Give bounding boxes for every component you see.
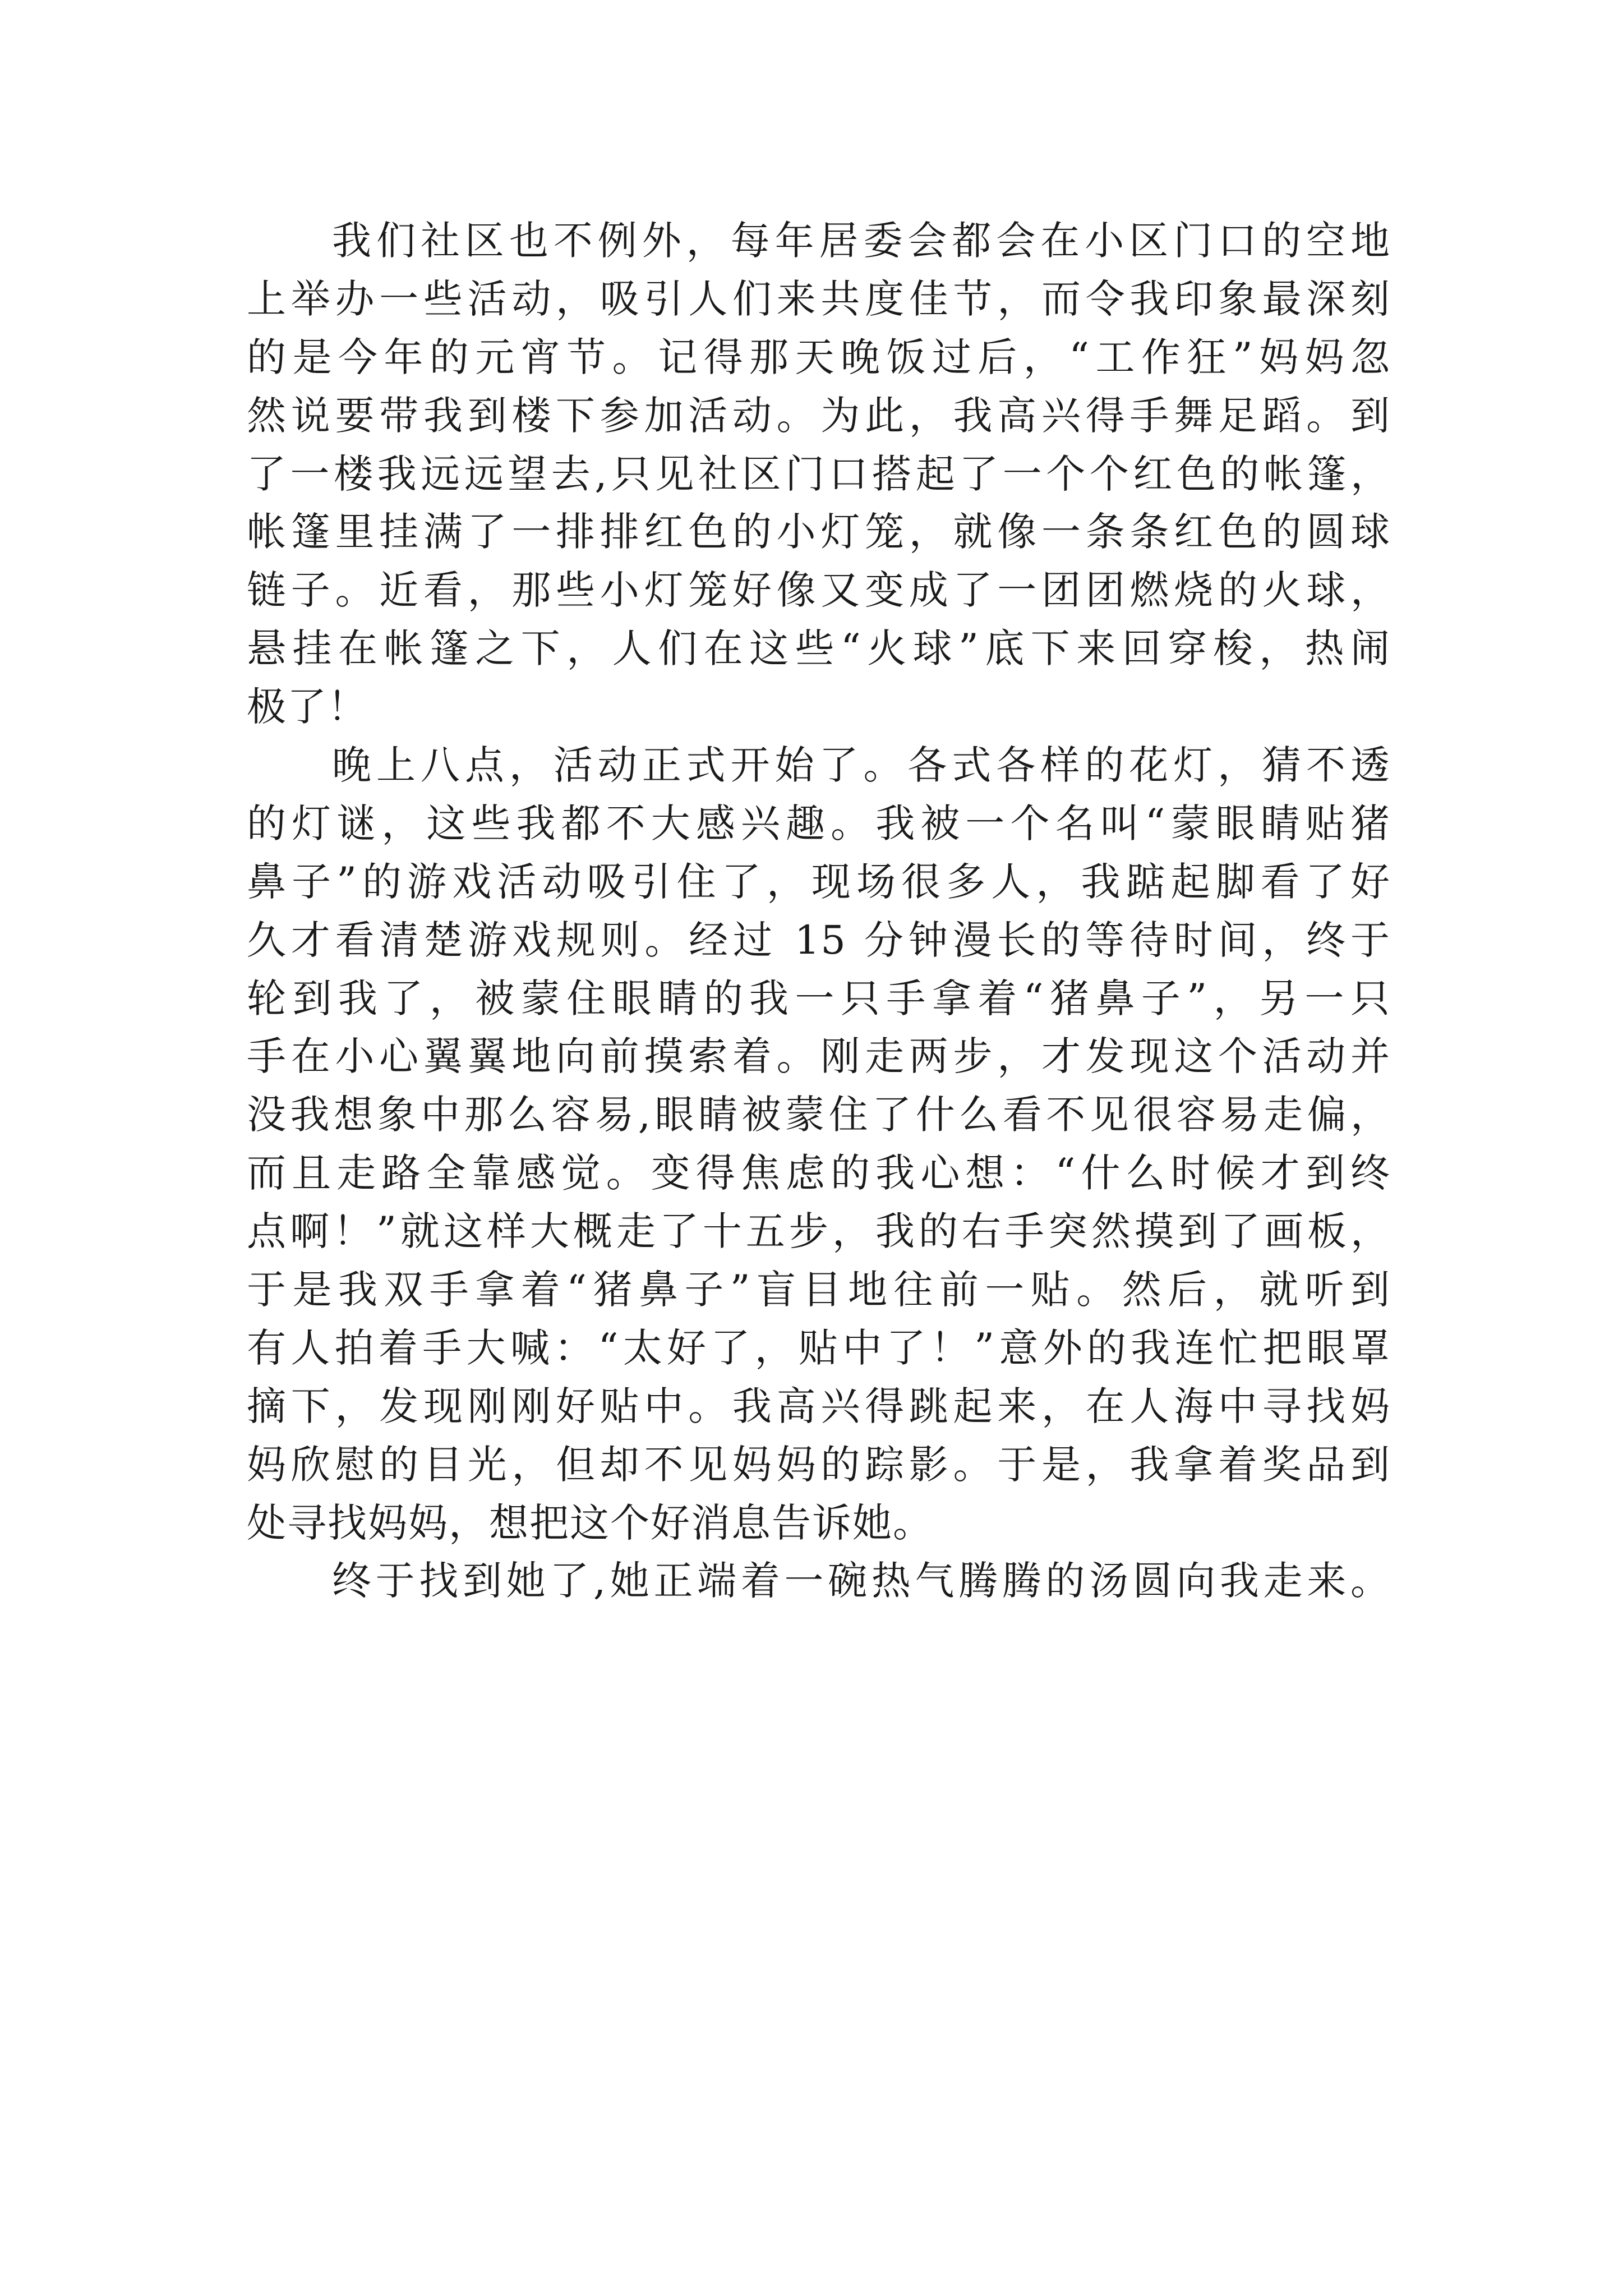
paragraph-1-line-9: 极了！: [247, 684, 368, 730]
paragraph-2-line-14: 处寻找妈妈，想把这个好消息告诉她。: [247, 1499, 933, 1546]
paragraph-1-line-5: 了一楼我远远望去,只见社区门口搭起了一个个红色的帐篷，: [247, 450, 1391, 497]
paragraph-1-line-8: 悬挂在帐篷之下，人们在这些“火球”底下来回穿梭，热闹: [247, 625, 1391, 672]
paragraph-2-line-8: 而且走路全靠感觉。变得焦虑的我心想：“什么时候才到终: [247, 1150, 1391, 1197]
paragraph-2-line-12: 摘下，发现刚刚好贴中。我高兴得跳起来，在人海中寻找妈: [247, 1383, 1391, 1429]
paragraph-2-line-2: 的灯谜，这些我都不大感兴趣。我被一个名叫“蒙眼睛贴猪: [247, 800, 1391, 846]
paragraph-2-line-5: 轮到我了，被蒙住眼睛的我一只手拿着“猪鼻子”，另一只: [247, 975, 1391, 1022]
paragraph-2-line-6: 手在小心翼翼地向前摸索着。刚走两步，才发现这个活动并: [247, 1033, 1391, 1080]
paragraph-2-line-10: 于是我双手拿着“猪鼻子”盲目地往前一贴。然后，就听到: [247, 1267, 1391, 1313]
paragraph-1-line-1: 我们社区也不例外，每年居委会都会在小区门口的空地: [332, 218, 1391, 264]
paragraph-1-line-4: 然说要带我到楼下参加活动。为此，我高兴得手舞足蹈。到: [247, 392, 1391, 439]
essay-body: [247, 212, 1391, 1611]
paragraph-2-line-9: 点啊！”就这样大概走了十五步，我的右手突然摸到了画板，: [247, 1208, 1391, 1255]
paragraph-2-line-11: 有人拍着手大喊：“太好了，贴中了！”意外的我连忙把眼罩: [247, 1324, 1391, 1371]
paragraph-1-line-6: 帐篷里挂满了一排排红色的小灯笼，就像一条条红色的圆球: [247, 509, 1391, 555]
paragraph-2-line-1: 晚上八点，活动正式开始了。各式各样的花灯，猜不透: [332, 742, 1391, 789]
paragraph-2-line-4: 久才看清楚游戏规则。经过 15 分钟漫长的等待时间，终于: [247, 917, 1391, 963]
paragraph-1-line-2: 上举办一些活动，吸引人们来共度佳节，而令我印象最深刻: [247, 275, 1391, 322]
paragraph-1-line-3: 的是今年的元宵节。记得那天晚饭过后，“工作狂”妈妈忽: [247, 334, 1391, 380]
paragraph-2-line-3: 鼻子”的游戏活动吸引住了，现场很多人，我踮起脚看了好: [247, 858, 1391, 905]
paragraph-3-line-1: 终于找到她了,她正端着一碗热气腾腾的汤圆向我走来。: [332, 1558, 1391, 1604]
paragraph-2-line-7: 没我想象中那么容易,眼睛被蒙住了什么看不见很容易走偏，: [247, 1092, 1391, 1138]
paragraph-1-line-7: 链子。近看，那些小灯笼好像又变成了一团团燃烧的火球，: [247, 567, 1391, 614]
paragraph-2-line-13: 妈欣慰的目光，但却不见妈妈的踪影。于是，我拿着奖品到: [247, 1441, 1391, 1488]
